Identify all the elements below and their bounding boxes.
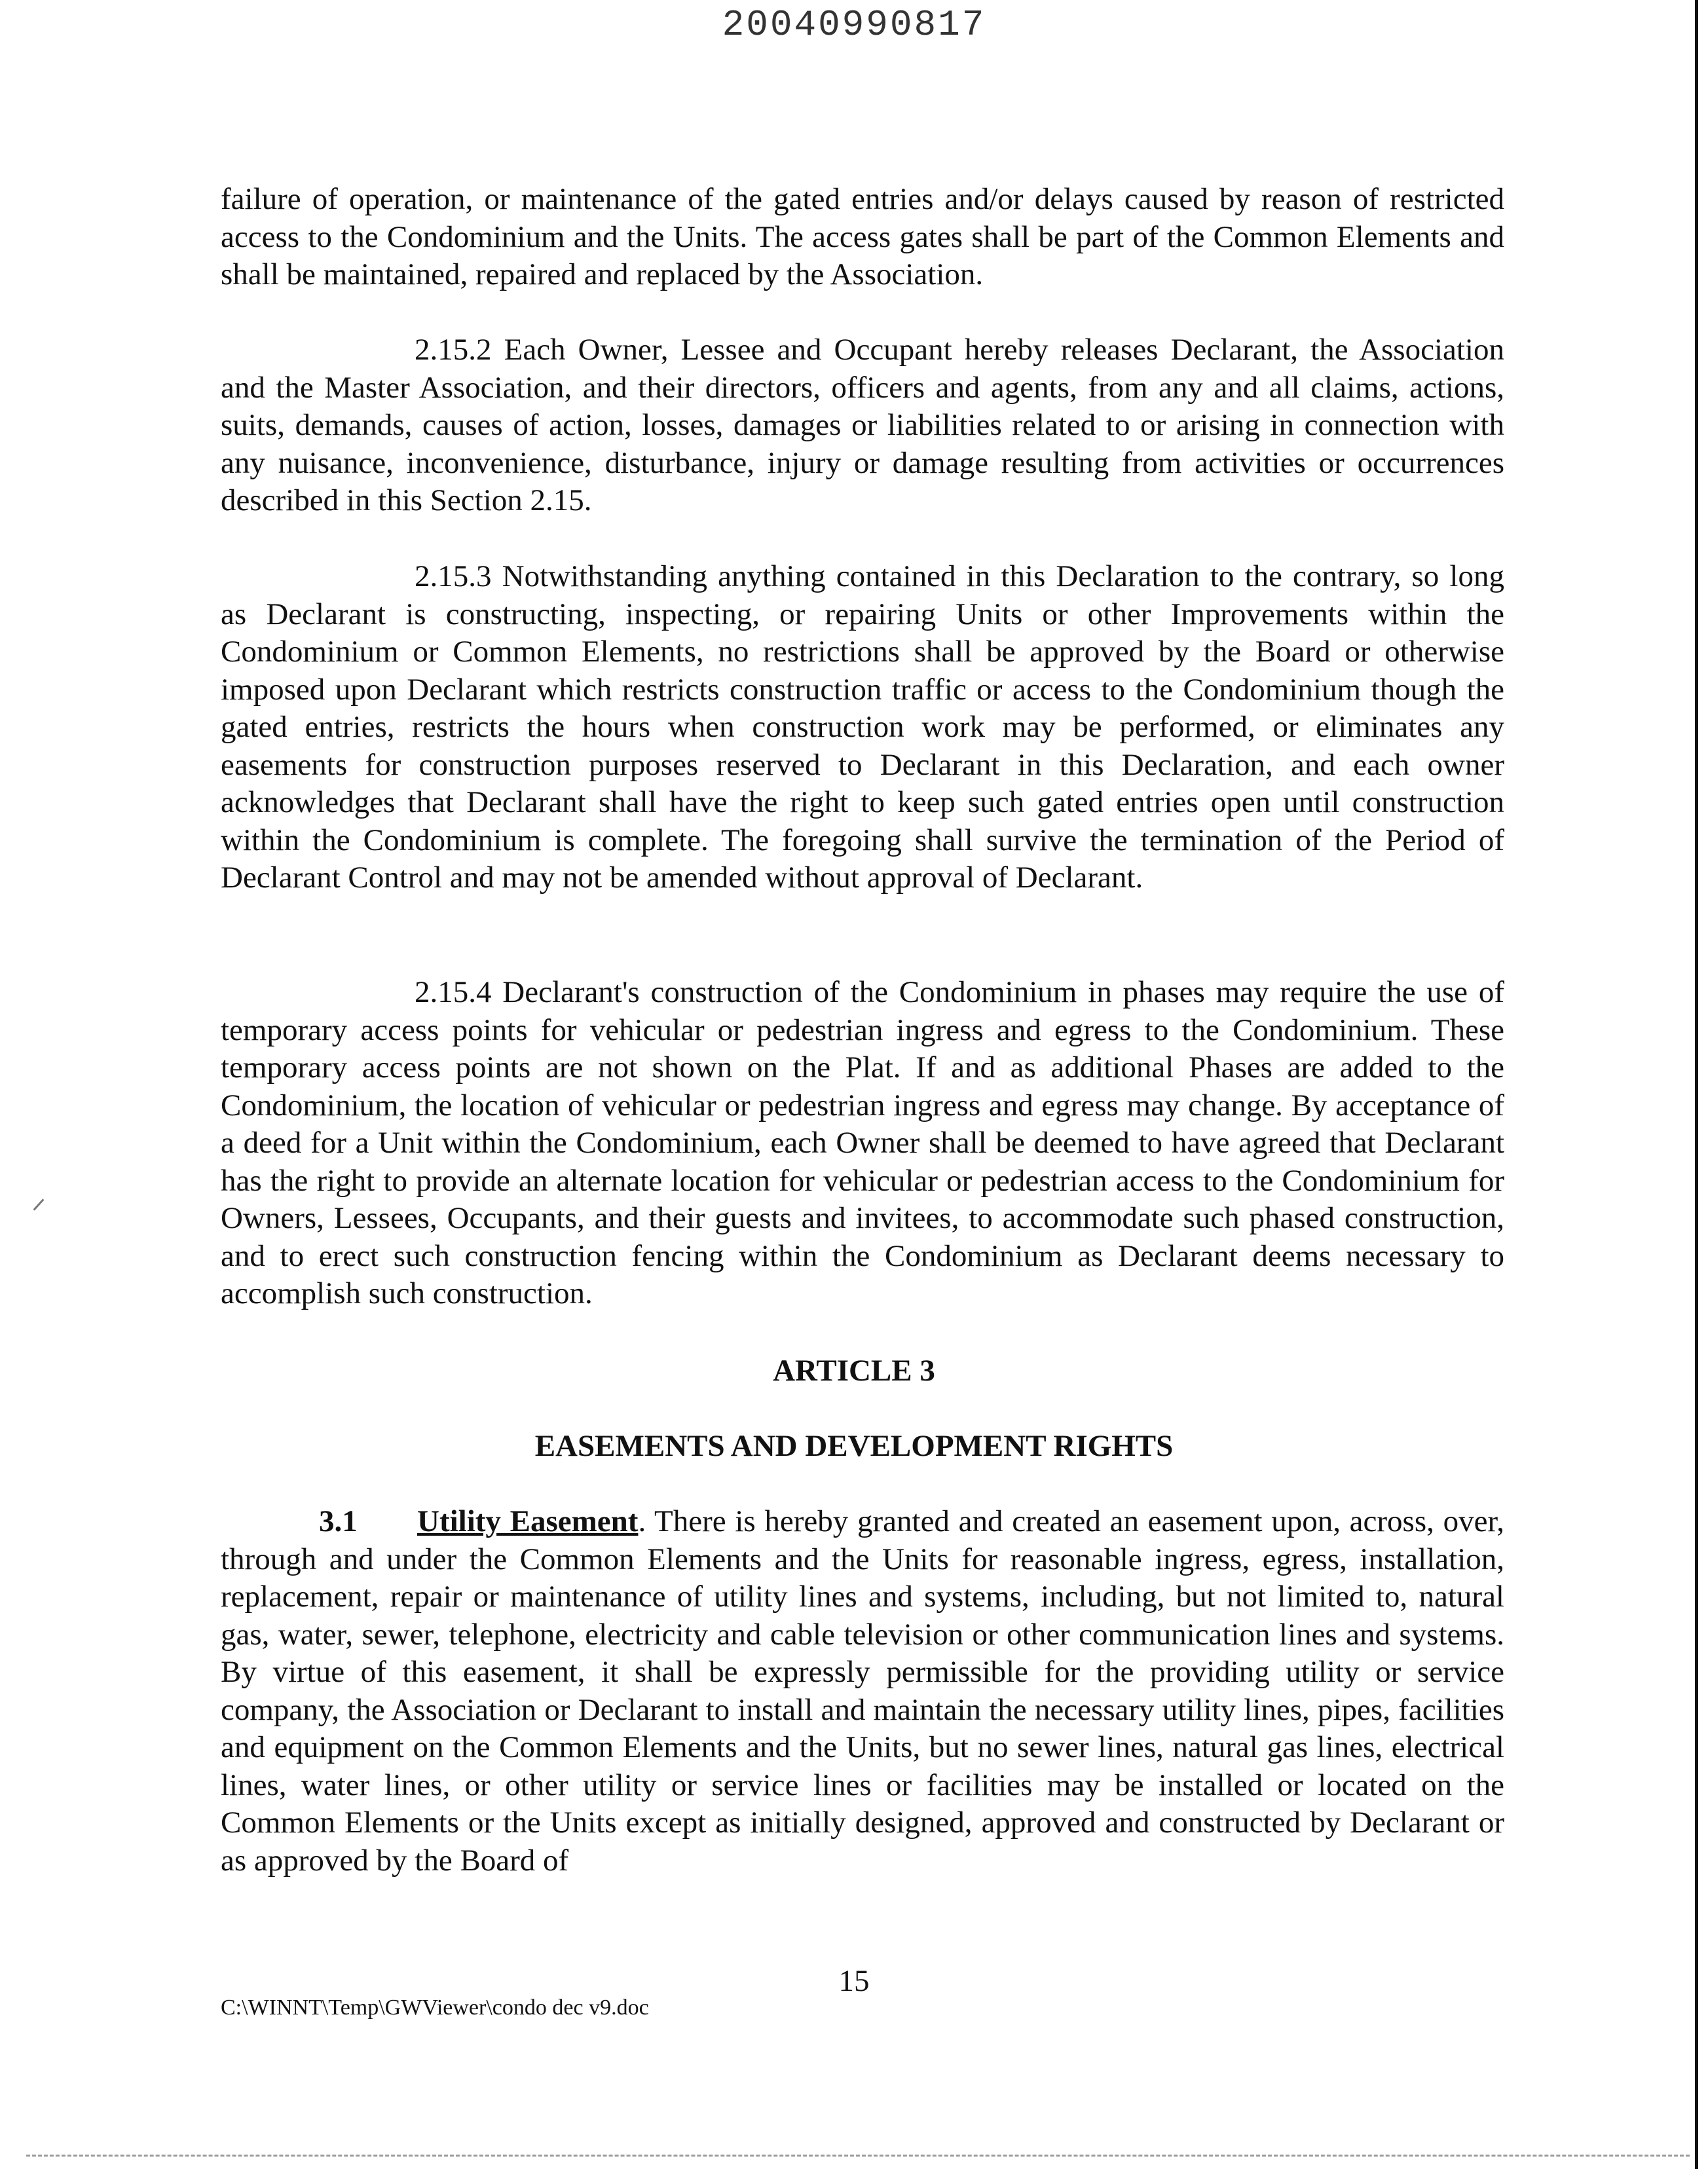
article-title: EASEMENTS AND DEVELOPMENT RIGHTS bbox=[534, 1429, 1174, 1463]
page-number: 15 bbox=[838, 1964, 870, 1998]
section-title: Utility Easement bbox=[417, 1504, 639, 1538]
scan-artifact-mark bbox=[33, 1198, 45, 1210]
paragraph-2-15-2: 2.15.2 Each Owner, Lessee and Occupant hereby releases Declarant, the Association and the Master Association, and their directors, officers and agents, from any and all claims, actions, suits, demands, causes of action, losses, damages or liabilities related to or arising in connection with any nuisance, inconvenience, disturbance, injury or damage resulting from activities or occurrences described in this Section 2.15. bbox=[221, 333, 1504, 517]
paragraph-2-15-3: 2.15.3 Notwithstanding anything contained in this Declaration to the contrary, so long as Declarant is constructing, inspecting, or repairing Units or other Improvements within the Condominium or Common Elements, no restrictions shall be approved by the Board or otherwise imposed upon Declarant which restricts construction traffic or access to the Condominium though the gated entries, restricts the hours when construction work may be performed, or eliminates any easements for construction purposes reserved to Declarant in this Declaration, and each owner acknowledges that Declarant shall have the right to keep such gated entries open until construction within the Condominium is complete. The foregoing shall survive the termination of the Period of Declarant Control and may not be amended without approval of Declarant. bbox=[221, 559, 1504, 895]
scan-bottom-edge bbox=[26, 2155, 1690, 2157]
paragraph-2-15-4: 2.15.4 Declarant's construction of the Condominium in phases may require the use of temporary access points for vehicular or pedestrian ingress and egress to the Condominium. These temporary access points are not shown on the Plat. If and as additional Phases are added to the Condominium, the location of vehicular or pedestrian ingress and egress may change. By acceptance of a deed for a Unit within the Condominium, each Owner shall be deemed to have agreed that Declarant has the right to provide an alternate location for vehicular or pedestrian access to the Condominium for Owners, Lessees, Occupants, and their guests and invitees, to accommodate such phased construction, and to erect such construction fencing within the Condominium as Declarant deems necessary to accomplish such construction. bbox=[221, 975, 1504, 1310]
page-edge-rule bbox=[1695, 0, 1698, 2169]
section-3-1 bbox=[221, 1503, 1504, 1880]
paragraph-continuation: failure of operation, or maintenance of the gated entries and/or delays caused by reason of restricted access to the Condominium and the Units. The access gates shall be part of the Common Elements and shall be maintained, repaired and replaced by the Association. bbox=[221, 182, 1504, 291]
section-body: . There is hereby granted and created an easement upon, across, over, through and under the Common Elements and the Units for reasonable ingress, egress, installation, replacement, repair or maintenance of utility lines and systems, including, but not limited to, natural gas, water, sewer, telephone, electricity and cable television or other communication lines and systems. By virtue of this easement, it shall be expressly permissible for the providing utility or service company, the Association or Declarant to install and maintain the necessary utility lines, pipes, facilities and equipment on the Common Elements and the Units, but no sewer lines, natural gas lines, electrical lines, water lines, or other utility or service lines or facilities may be installed or located on the Common Elements or the Units except as initially designed, approved and constructed by Declarant or as approved by the Board of bbox=[221, 1504, 1504, 1878]
document-number: 20040990817 bbox=[722, 4, 986, 46]
article-label: ARTICLE 3 bbox=[773, 1354, 935, 1388]
file-path: C:\WINNT\Temp\GWViewer\condo dec v9.doc bbox=[221, 1995, 649, 2020]
section-number: 3.1 bbox=[319, 1504, 358, 1538]
